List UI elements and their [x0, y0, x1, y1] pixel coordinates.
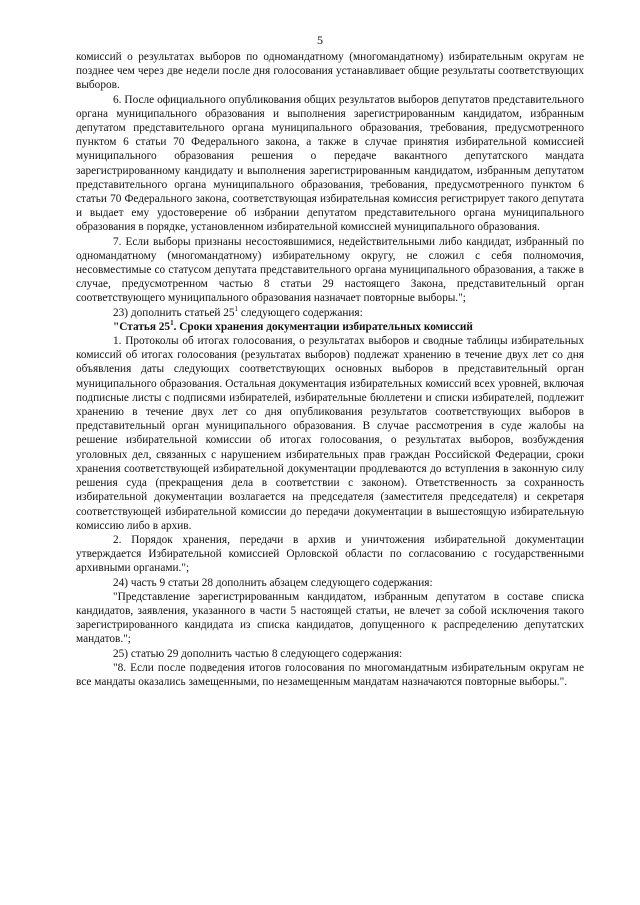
article-item-1: 1. Протоколы об итогах голосования, о результатах выборов и сводные таблицы избирательных комиссий об итогах голосования (результатах выборов) подлежат хранению в течение двух лет со дня объявления даты следующих соответствующих основных выборов в представительный орган муниципального образования. Остальная документация избирательных комиссий всех уровней, включая подписные листы с подписями избирателей, избирательные бюллетени и списки избирателей, подлежит хранению в течение двух лет со дня опубликования результатов соответствующих выборов в представительный орган муниципального образования. В случае рассмотрения в суде жалобы на решение избирательной комиссии об итогах голосования, о результатах выборов, возбуждения уголовных дел, связанных с нарушением избирательных прав граждан Российской Федерации, сроки хранения соответствующей избирательной документации продлеваются до вступления в законную силу решения суда (прекращения дела в соответствии с законом). Ответственность за сохранность избирательной документации возлагается на председателя (заместителя председателя) и секретаря соответствующей избирательной комиссии до передачи документации в вышестоящую избирательную комиссию либо в архив.: [76, 335, 584, 532]
paragraph-continuation: комиссий о результатах выборов по одномандатному (многомандатному) избирательным округам не позднее чем через две недели после дня голосования устанавливает общие результаты соответствующих выборов.: [76, 51, 584, 92]
article-heading-b: . Сроки хранения документации избирательных комиссий: [173, 320, 473, 333]
article-superscript: 1: [170, 319, 174, 328]
amendment-23-text-a: 23) дополнить статьей 25: [113, 306, 235, 319]
article-item-2: 2. Порядок хранения, передачи в архив и уничтожения избирательной документации утверждается Избирательной комиссией Орловской области по согласованию с государственными архивными органами.";: [76, 533, 584, 575]
superscript: 1: [234, 304, 239, 313]
amendment-23-text-b: следующего содержания:: [238, 306, 363, 319]
amendment-25: 25) статью 29 дополнить частью 8 следующего содержания:: [113, 647, 403, 660]
amendment-23: [76, 306, 584, 320]
article-heading-a: "Статья 25: [113, 320, 171, 333]
paragraph-item-6: 6. После официального опубликования общих результатов выборов депутатов представительного органа муниципального образования и выполнения зарегистрированным кандидатом, избранным депутатом представительного органа муниципального образования, требования, предусмотренного пунктом 6 статьи 70 Федерального закона, а также в случае принятия избирательной комиссией муниципального образования решения о передаче вакантного депутатского мандата зарегистрированному кандидату и выполнения зарегистрированным кандидатом, избранным депутатом представительного органа муниципального образования, требования, предусмотренного пунктом 6 статьи 70 Федерального закона, соответствующая избирательная комиссия регистрирует такого депутата и выдает ему удостоверение об избрании депутатом представительного органа муниципального образования в порядке, установленном избирательной комиссией муниципального образования.: [76, 93, 584, 234]
amendment-25-quote: "8. Если после подведения итогов голосования по многомандатным избирательным округам не все мандаты оказались замещенными, по незамещенным мандатам назначаются повторные выборы.".: [76, 661, 584, 688]
amendment-24: 24) часть 9 статьи 28 дополнить абзацем следующего содержания:: [113, 576, 433, 589]
document-body: [76, 50, 584, 689]
paragraph-item-7: 7. Если выборы признаны несостоявшимися, недействительными либо кандидат, избранный по одномандатному (многомандатному) избирательному округу, не сложил с себя полномочия, несовместимые со статусом депутата представительного органа муниципального образования, а также в случае, предусмотренном частью 8 статьи 29 настоящего Закона, представительный орган соответствующего муниципального образования назначает повторные выборы.";: [76, 235, 584, 305]
amendment-24-quote: "Представление зарегистрированным кандидатом, избранным депутатом в составе списка кандидатов, заявления, указанного в части 5 настоящей статьи, не влечет за собой исключения такого зарегистрированного кандидата из списка кандидатов, допущенного к распределению депутатских мандатов.";: [76, 590, 584, 646]
article-heading: [76, 320, 584, 334]
page-number: 5: [317, 33, 323, 47]
